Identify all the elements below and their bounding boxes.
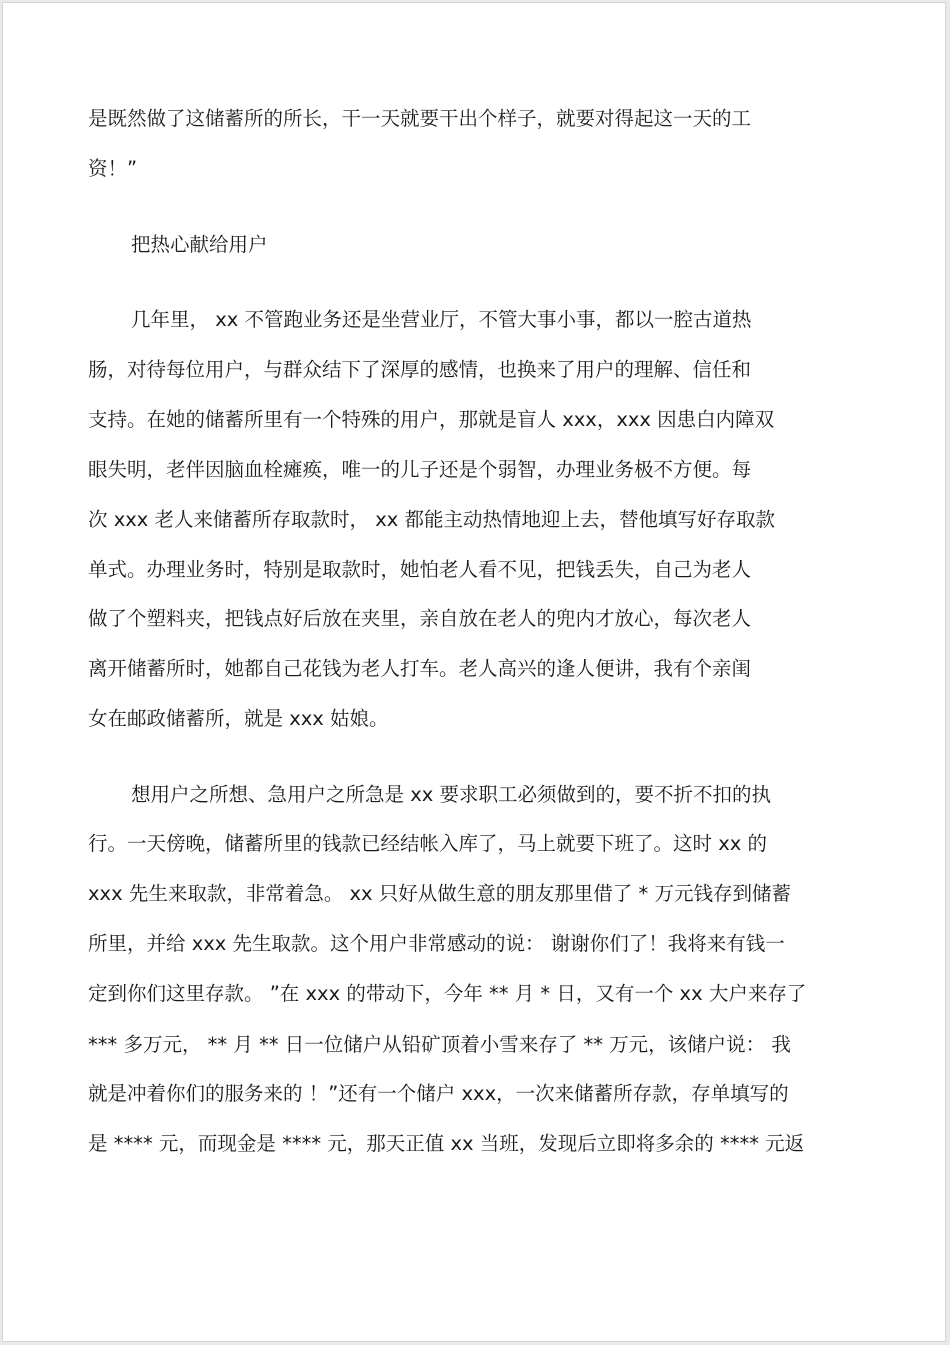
paragraph-line: xxx 先生来取款，非常着急。 xx 只好从做生意的朋友那里借了 * 万元钱存到储蓄 xyxy=(88,882,791,905)
paragraph-line: 次 xxx 老人来储蓄所存取款时， xx 都能主动热情地迎上去，替他填写好存取款 xyxy=(88,508,775,531)
paragraph-line: 行。一天傍晚，储蓄所里的钱款已经结帐入库了，马上就要下班了。这时 xx 的 xyxy=(88,832,767,855)
paragraph-line: *** 多万元， ** 月 ** 日一位储户从铅矿顶着小雪来存了 ** 万元，该储户说： 我 xyxy=(88,1033,791,1056)
paragraph-line: 几年里， xx 不管跑业务还是坐营业厅，不管大事小事，都以一腔古道热 xyxy=(131,308,752,331)
paragraph-line: 所里，并给 xxx 先生取款。这个用户非常感动的说： 谢谢你们了！我将来有钱一 xyxy=(88,932,785,955)
paragraph-line: 想用户之所想、急用户之所急是 xx 要求职工必须做到的，要不折不扣的执 xyxy=(131,783,771,806)
paragraph-line: 支持。在她的储蓄所里有一个特殊的用户，那就是盲人 xxx，xxx 因患白内障双 xyxy=(88,408,775,431)
paragraph-line: 离开储蓄所时，她都自己花钱为老人打车。老人高兴的逢人便讲，我有个亲闺 xyxy=(88,657,752,680)
document-page xyxy=(2,2,946,1342)
section-heading: 把热心献给用户 xyxy=(131,233,268,256)
paragraph-line: 肠，对待每位用户，与群众结下了深厚的感情，也换来了用户的理解、信任和 xyxy=(88,358,752,381)
paragraph-line: 定到你们这里存款。 ”在 xxx 的带动下，今年 ** 月 * 日，又有一个 xx 大户来存了 xyxy=(88,982,807,1005)
paragraph-line: 眼失明，老伴因脑血栓瘫痪，唯一的儿子还是个弱智，办理业务极不方便。每 xyxy=(88,458,752,481)
paragraph-line: 是既然做了这储蓄所的所长，干一天就要干出个样子，就要对得起这一天的工 xyxy=(88,107,752,130)
paragraph-line: 就是冲着你们的服务来的 ！”还有一个储户 xxx，一次来储蓄所存款，存单填写的 xyxy=(88,1082,789,1105)
paragraph-line: 做了个塑料夹，把钱点好后放在夹里，亲自放在老人的兜内才放心，每次老人 xyxy=(88,607,752,630)
paragraph-line: 女在邮政储蓄所，就是 xxx 姑娘。 xyxy=(88,707,389,730)
paragraph-line: 是 **** 元，而现金是 **** 元，那天正值 xx 当班，发现后立即将多余的 **** 元返 xyxy=(88,1132,805,1155)
paragraph-line: 资！” xyxy=(88,157,138,180)
paragraph-line: 单式。办理业务时，特别是取款时，她怕老人看不见，把钱丢失，自己为老人 xyxy=(88,558,752,581)
